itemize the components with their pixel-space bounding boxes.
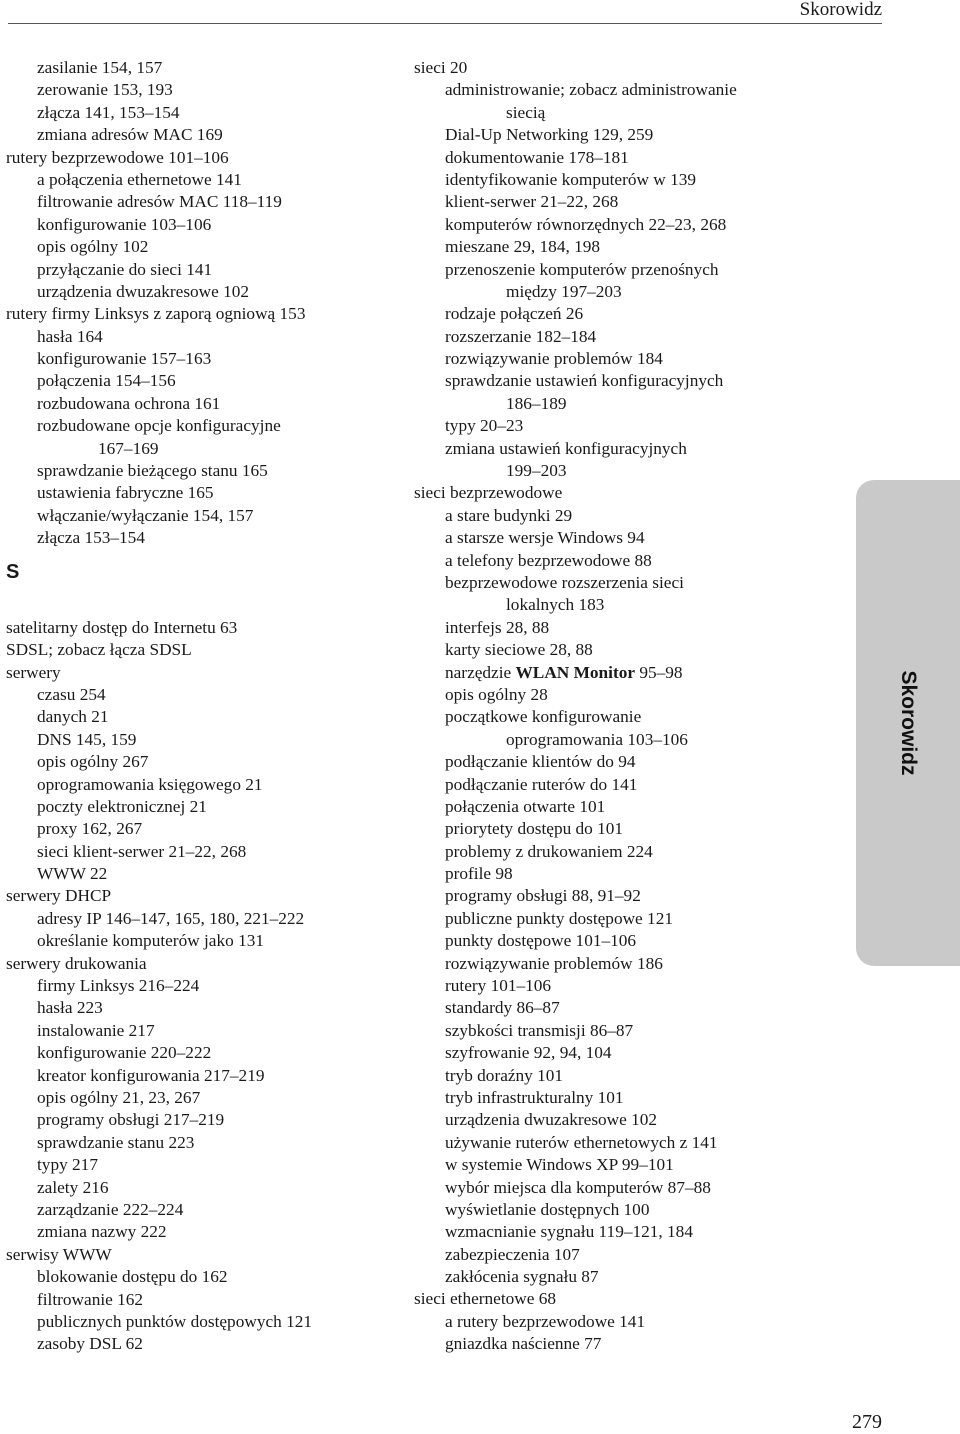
index-subentry: konfigurowanie 103–106 bbox=[37, 214, 212, 234]
index-subentry: a stare budynki 29 bbox=[445, 505, 573, 525]
index-subentry: tryb infrastrukturalny 101 bbox=[445, 1087, 624, 1107]
index-subentry: klient-serwer 21–22, 268 bbox=[445, 192, 619, 212]
index-subentry: bezprzewodowe rozszerzenia sieci bbox=[445, 572, 684, 592]
index-subentry: zarządzanie 222–224 bbox=[37, 1199, 184, 1219]
index-subentry: hasła 164 bbox=[37, 326, 103, 346]
index-subentry: rozwiązywanie problemów 186 bbox=[445, 953, 663, 973]
index-subentry: zerowanie 153, 193 bbox=[37, 80, 173, 100]
index-subentry: komputerów równorzędnych 22–23, 268 bbox=[445, 214, 727, 234]
index-subentry: opis ogólny 267 bbox=[37, 752, 149, 772]
index-subentry: DNS 145, 159 bbox=[37, 729, 137, 749]
index-subentry: filtrowanie 162 bbox=[37, 1289, 144, 1309]
index-subentry: rutery 101–106 bbox=[445, 976, 552, 996]
header-rule bbox=[8, 23, 882, 24]
index-entry: sieci 20 bbox=[414, 58, 468, 77]
index-entry: serwery DHCP bbox=[6, 886, 112, 906]
index-entry: sieci bezprzewodowe bbox=[414, 483, 563, 503]
index-subentry: opis ogólny 102 bbox=[37, 237, 149, 257]
index-entry: rutery firmy Linksys z zaporą ogniową 153 bbox=[6, 304, 306, 324]
index-subentry: ustawienia fabryczne 165 bbox=[37, 483, 214, 503]
index-subentry: opis ogólny 28 bbox=[445, 684, 548, 704]
index-subentry: konfigurowanie 157–163 bbox=[37, 349, 212, 369]
index-subentry: sprawdzanie ustawień konfiguracyjnych bbox=[445, 371, 724, 391]
header-title: Skorowidz bbox=[799, 0, 882, 20]
index-subentry: określanie komputerów jako 131 bbox=[37, 931, 265, 951]
index-subentry: mieszane 29, 184, 198 bbox=[445, 237, 601, 257]
section-letter: S bbox=[6, 560, 20, 583]
index-continuation: siecią bbox=[506, 102, 546, 122]
index-subentry: oprogramowania księgowego 21 bbox=[37, 774, 263, 794]
index-subentry: danych 21 bbox=[37, 707, 109, 727]
index-subentry: zabezpieczenia 107 bbox=[445, 1244, 580, 1264]
index-subentry: publiczne punkty dostępowe 121 bbox=[445, 908, 673, 928]
index-subentry: priorytety dostępu do 101 bbox=[445, 819, 624, 839]
index-continuation: 167–169 bbox=[98, 438, 159, 458]
index-subentry: przenoszenie komputerów przenośnych bbox=[445, 259, 719, 279]
index-subentry: urządzenia dwuzakresowe 102 bbox=[445, 1110, 658, 1130]
index-subentry: zmiana adresów MAC 169 bbox=[37, 125, 223, 145]
index-entry: satelitarny dostęp do Internetu 63 bbox=[6, 617, 238, 637]
index-subentry: instalowanie 217 bbox=[37, 1020, 155, 1040]
index-entry: rutery bezprzewodowe 101–106 bbox=[6, 147, 229, 167]
index-subentry: identyfikowanie komputerów w 139 bbox=[445, 169, 697, 189]
index-subentry: administrowanie; zobacz administrowanie bbox=[445, 80, 737, 100]
index-subentry: opis ogólny 21, 23, 267 bbox=[37, 1087, 201, 1107]
index-subentry: tryb doraźny 101 bbox=[445, 1065, 564, 1085]
index-entry: serwery bbox=[6, 662, 61, 682]
index-subentry: a telefony bezprzewodowe 88 bbox=[445, 550, 652, 570]
index-subentry: wzmacnianie sygnału 119–121, 184 bbox=[445, 1222, 693, 1242]
index-subentry: konfigurowanie 220–222 bbox=[37, 1043, 212, 1063]
index-subentry: Dial-Up Networking 129, 259 bbox=[445, 125, 654, 145]
index-subentry: zmiana nazwy 222 bbox=[37, 1222, 167, 1242]
index-subentry: typy 217 bbox=[37, 1155, 98, 1175]
index-subentry: programy obsługi 88, 91–92 bbox=[445, 886, 641, 906]
index-subentry: gniazdka naścienne 77 bbox=[445, 1334, 602, 1354]
index-continuation: między 197–203 bbox=[506, 281, 622, 301]
index-continuation: 186–189 bbox=[506, 393, 567, 413]
index-subentry: złącza 153–154 bbox=[37, 528, 145, 548]
index-subentry: w systemie Windows XP 99–101 bbox=[445, 1155, 674, 1175]
index-subentry: dokumentowanie 178–181 bbox=[445, 147, 629, 167]
index-subentry: profile 98 bbox=[445, 864, 513, 884]
index-subentry: wyświetlanie dostępnych 100 bbox=[445, 1199, 650, 1219]
index-subentry: a połączenia ethernetowe 141 bbox=[37, 169, 242, 189]
index-subentry: podłączanie klientów do 94 bbox=[445, 752, 636, 772]
index-subentry: szybkości transmisji 86–87 bbox=[445, 1020, 634, 1040]
index-subentry: sprawdzanie bieżącego stanu 165 bbox=[37, 461, 268, 481]
index-column-right bbox=[414, 57, 844, 1356]
index-subentry: zakłócenia sygnału 87 bbox=[445, 1267, 599, 1287]
index-subentry: publicznych punktów dostępowych 121 bbox=[37, 1311, 313, 1331]
index-subentry: punkty dostępowe 101–106 bbox=[445, 931, 637, 951]
index-subentry: hasła 223 bbox=[37, 998, 103, 1018]
index-continuation: oprogramowania 103–106 bbox=[506, 729, 688, 749]
index-continuation: lokalnych 183 bbox=[506, 595, 605, 615]
index-subentry: rozbudowane opcje konfiguracyjne bbox=[37, 416, 281, 436]
index-subentry: złącza 141, 153–154 bbox=[37, 102, 180, 122]
index-subentry: karty sieciowe 28, 88 bbox=[445, 640, 593, 660]
index-subentry: rodzaje połączeń 26 bbox=[445, 304, 584, 324]
index-subentry: zasilanie 154, 157 bbox=[37, 58, 163, 77]
index-subentry: połączenia otwarte 101 bbox=[445, 796, 606, 816]
index-subentry: rozszerzanie 182–184 bbox=[445, 326, 597, 346]
index-subentry: WWW 22 bbox=[37, 864, 108, 884]
index-subentry: standardy 86–87 bbox=[445, 998, 560, 1018]
index-subentry bbox=[414, 662, 844, 684]
index-subentry: podłączanie ruterów do 141 bbox=[445, 774, 638, 794]
index-subentry: kreator konfigurowania 217–219 bbox=[37, 1065, 265, 1085]
side-thumb-tab bbox=[856, 480, 960, 966]
index-subentry: sprawdzanie stanu 223 bbox=[37, 1132, 195, 1152]
index-column-left bbox=[6, 57, 396, 1356]
index-subentry: połączenia 154–156 bbox=[37, 371, 176, 391]
index-subentry: typy 20–23 bbox=[445, 416, 524, 436]
index-subentry: włączanie/wyłączanie 154, 157 bbox=[37, 505, 254, 525]
index-subentry: filtrowanie adresów MAC 118–119 bbox=[37, 192, 282, 212]
index-subentry: problemy z drukowaniem 224 bbox=[445, 841, 653, 861]
index-subentry: sieci klient-serwer 21–22, 268 bbox=[37, 841, 247, 861]
index-subentry: interfejs 28, 88 bbox=[445, 617, 550, 637]
index-entry: sieci ethernetowe 68 bbox=[414, 1289, 557, 1309]
index-entry: SDSL; zobacz łącza SDSL bbox=[6, 640, 192, 660]
index-subentry: urządzenia dwuzakresowe 102 bbox=[37, 281, 250, 301]
index-entry: serwisy WWW bbox=[6, 1244, 112, 1264]
entry-bold-text: WLAN Monitor bbox=[515, 662, 636, 682]
index-subentry: wybór miejsca dla komputerów 87–88 bbox=[445, 1177, 711, 1197]
entry-text: narzędzie bbox=[445, 662, 516, 682]
index-subentry: a starsze wersje Windows 94 bbox=[445, 528, 645, 548]
index-entry: serwery drukowania bbox=[6, 953, 147, 973]
index-subentry: początkowe konfigurowanie bbox=[445, 707, 642, 727]
index-subentry: przyłączanie do sieci 141 bbox=[37, 259, 213, 279]
index-subentry: zasoby DSL 62 bbox=[37, 1334, 143, 1354]
index-subentry: adresy IP 146–147, 165, 180, 221–222 bbox=[37, 908, 305, 928]
index-subentry: używanie ruterów ethernetowych z 141 bbox=[445, 1132, 718, 1152]
entry-text: 95–98 bbox=[635, 662, 683, 682]
page-number: 279 bbox=[852, 1411, 882, 1433]
index-subentry: proxy 162, 267 bbox=[37, 819, 143, 839]
index-subentry: czasu 254 bbox=[37, 684, 106, 704]
index-subentry: rozbudowana ochrona 161 bbox=[37, 393, 221, 413]
index-subentry: rozwiązywanie problemów 184 bbox=[445, 349, 663, 369]
index-subentry: szyfrowanie 92, 94, 104 bbox=[445, 1043, 612, 1063]
spacer bbox=[6, 594, 396, 616]
index-subentry: blokowanie dostępu do 162 bbox=[37, 1267, 228, 1287]
index-subentry: zalety 216 bbox=[37, 1177, 109, 1197]
index-continuation: 199–203 bbox=[506, 461, 567, 481]
index-subentry: firmy Linksys 216–224 bbox=[37, 976, 200, 996]
index-subentry: programy obsługi 217–219 bbox=[37, 1110, 225, 1130]
running-header bbox=[0, 0, 960, 26]
index-subentry: zmiana ustawień konfiguracyjnych bbox=[445, 438, 687, 458]
index-subentry: poczty elektronicznej 21 bbox=[37, 796, 207, 816]
side-tab-label: Skorowidz bbox=[897, 670, 920, 776]
index-subentry: a rutery bezprzewodowe 141 bbox=[445, 1311, 646, 1331]
